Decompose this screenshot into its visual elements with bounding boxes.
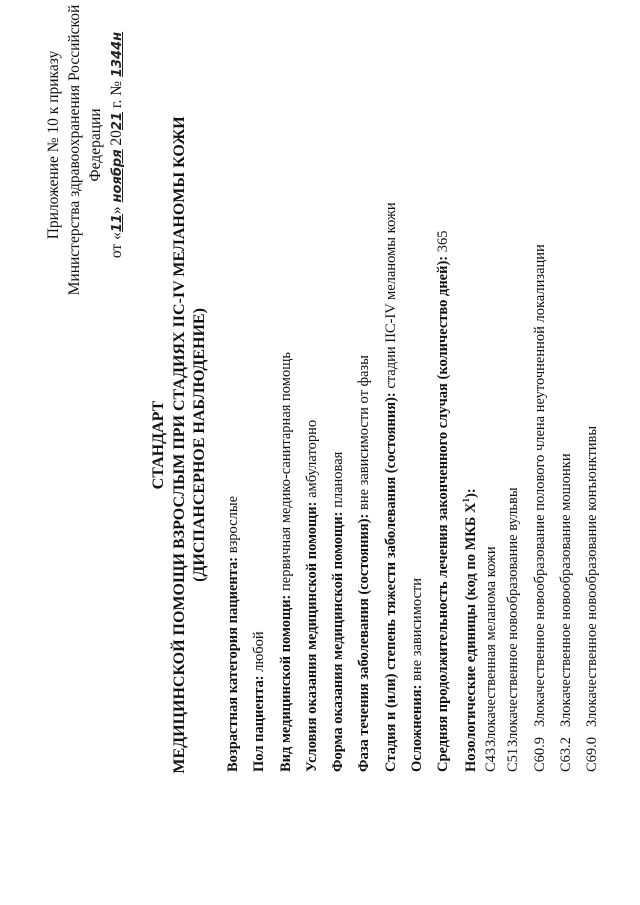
field-label: Условия оказания медицинской помощи: — [304, 501, 320, 772]
field-age-category — [225, 496, 242, 772]
date-day-handwritten: 11 — [110, 214, 125, 233]
field-label: Средняя продолжительность лечения законченного случая (количество дней): — [435, 255, 451, 772]
field-label: Вид медицинской помощи: — [278, 594, 294, 772]
field-sex — [251, 631, 268, 772]
date-mid: » — [108, 206, 125, 215]
field-care-form — [330, 452, 347, 772]
icd-code: C63.2 — [558, 736, 574, 772]
approval-date-line — [106, 5, 128, 285]
icd-description: Злокачественное новообразование мошонки — [558, 453, 574, 727]
field-label: Фаза течения заболевания (состояния): — [356, 513, 372, 772]
field-value: плановая — [330, 451, 346, 508]
date-tail: г. № — [108, 80, 125, 109]
field-value: стадии IIC-IV меланомы кожи — [383, 202, 399, 389]
field-disease-phase — [356, 355, 373, 772]
nosology-label: Нозологические единицы (код по МКБ $X^1$): — [461, 488, 479, 772]
field-care-type — [278, 352, 295, 772]
document-subtitle-note: (ДИСПАНСЕРНОЕ НАБЛЮДЕНИЕ) — [191, 308, 208, 582]
date-month-handwritten: ноября — [110, 149, 125, 203]
approval-line-1: Приложение № 10 к приказу — [45, 50, 62, 240]
field-value: вне зависимости — [409, 577, 425, 681]
icd-description: Злокачественная меланома кожи — [483, 546, 499, 747]
field-care-conditions — [304, 420, 321, 772]
date-year-prefix: 20 — [108, 130, 125, 146]
field-value: 365 — [435, 230, 451, 253]
icd-description: Злокачественное новообразование полового члена неуточненной локализации — [532, 244, 548, 727]
field-label: Пол пациента: — [251, 675, 267, 772]
field-value: амбулаторно — [304, 419, 320, 498]
field-value: любой — [251, 631, 267, 672]
icd-description: Злокачественное новообразование конъюнктивы — [584, 425, 600, 727]
document-title: СТАНДАРТ — [150, 400, 167, 490]
icd-code: C51 — [505, 747, 521, 772]
order-number-handwritten: 1344н — [110, 31, 125, 78]
field-label: Осложнения: — [409, 684, 425, 772]
field-disease-stage — [383, 202, 400, 772]
approval-line-3: Федерации — [87, 108, 104, 182]
icd-code: C60.9 — [532, 736, 548, 772]
field-treatment-duration — [435, 231, 452, 773]
footnote-marker: 1 — [461, 498, 471, 503]
field-complications — [409, 578, 426, 772]
icd-code: C69.0 — [584, 736, 600, 772]
field-value: первичная медико-санитарная помощь — [278, 352, 294, 591]
date-year-handwritten: 21 — [110, 111, 125, 131]
nosology-heading — [461, 488, 480, 772]
field-value: взрослые — [225, 495, 241, 554]
field-label: Стадия и (или) степень тяжести заболевания (состояния): — [383, 392, 399, 772]
approval-line-2: Министерства здравоохранения Российской — [66, 4, 83, 296]
field-value: вне зависимости от фазы — [356, 355, 372, 511]
field-label: Возрастная категория пациента: — [225, 556, 241, 772]
field-label: Форма оказания медицинской помощи: — [330, 511, 346, 772]
icd-description: Злокачественное новообразование вульвы — [505, 487, 521, 747]
date-prefix: от « — [108, 232, 125, 259]
icd-code: C43 — [483, 747, 499, 772]
document-subtitle: МЕДИЦИНСКОЙ ПОМОЩИ ВЗРОСЛЫМ ПРИ СТАДИЯХ IIC-IV МЕЛАНОМЫ КОЖИ — [171, 116, 188, 774]
